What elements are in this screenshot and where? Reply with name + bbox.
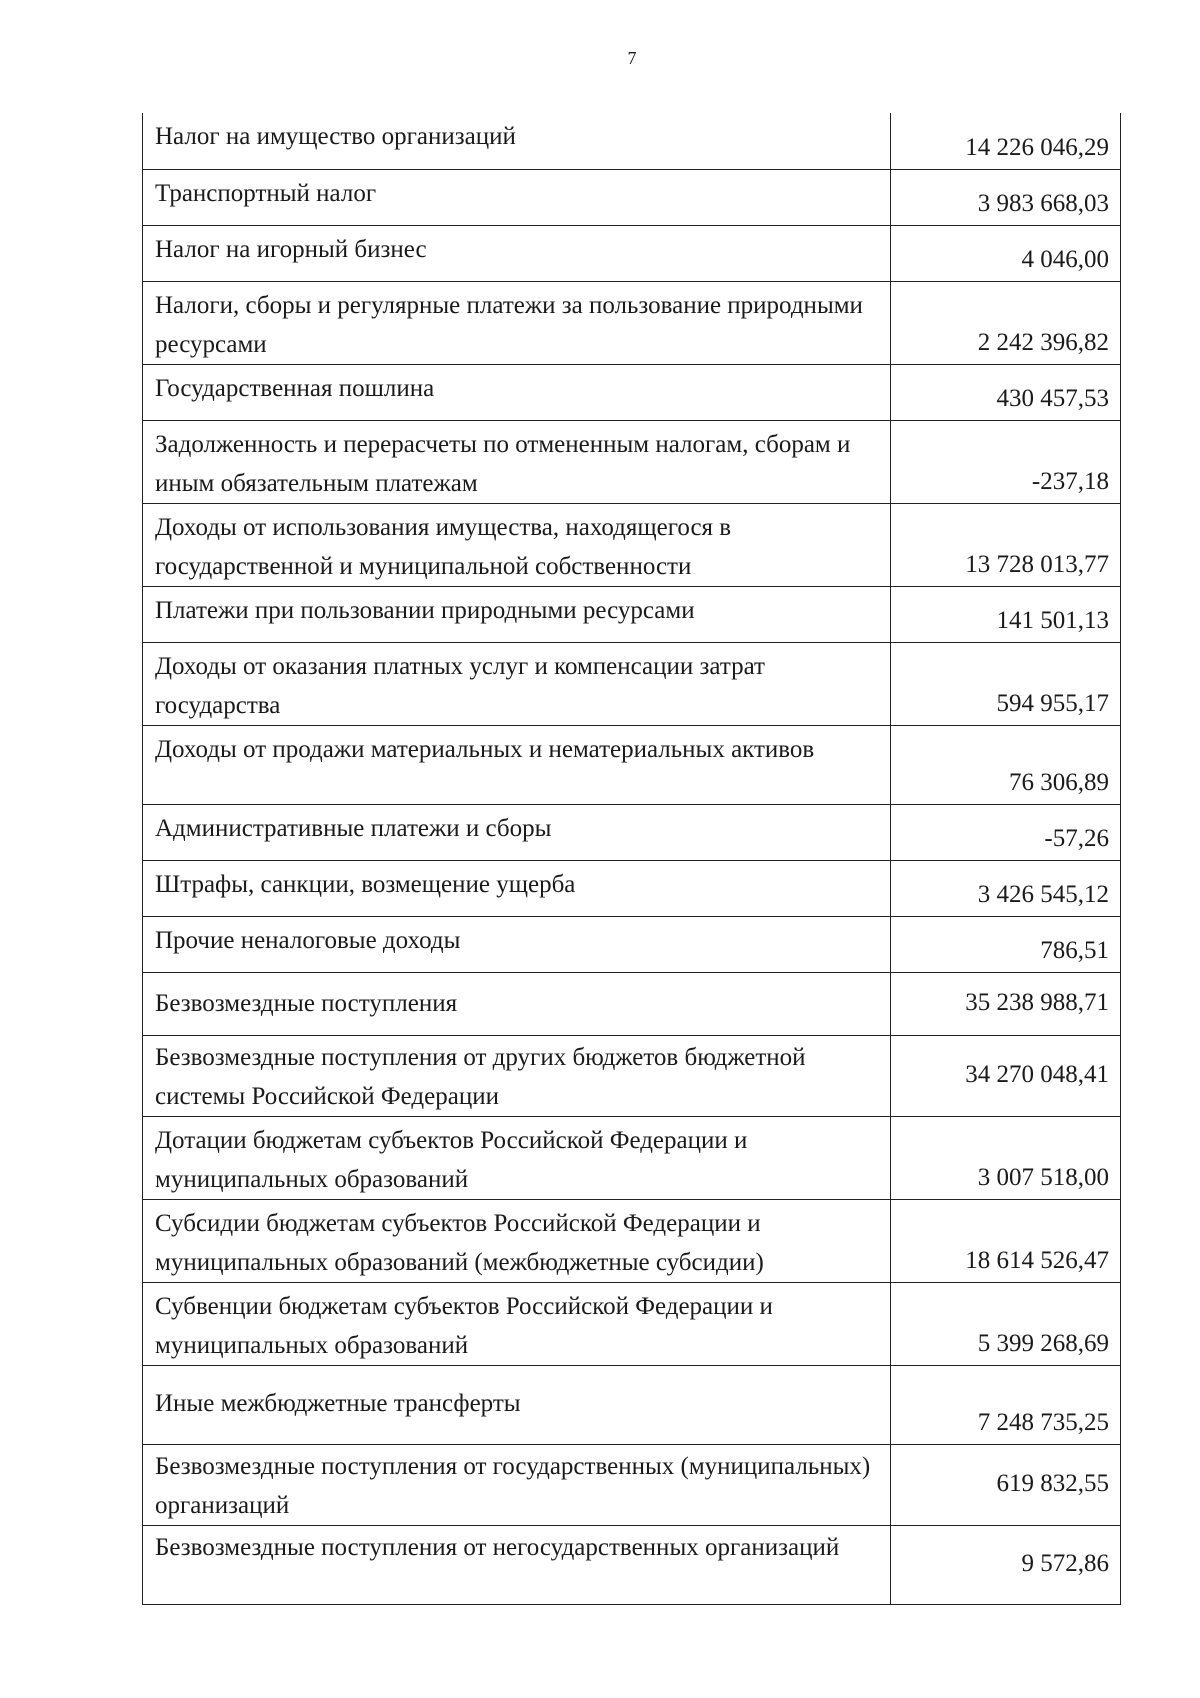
row-name: Доходы от оказания платных услуг и компенсации затрат государства [143,642,891,725]
row-value: 430 457,53 [996,384,1109,412]
table-row [143,725,1121,804]
row-value: 13 728 013,77 [965,550,1109,578]
row-name: Государственная пошлина [143,364,891,420]
table-row [143,642,1121,725]
row-name: Административные платежи и сборы [143,804,891,860]
row-name: Налог на игорный бизнес [143,225,891,281]
table-row [143,1282,1121,1365]
row-name: Налог на имущество организаций [143,113,891,169]
row-name: Субвенции бюджетам субъектов Российской Федерации и муниципальных образований [143,1282,891,1365]
table-row [143,503,1121,586]
row-value: 786,51 [1040,936,1109,964]
table-row [143,916,1121,972]
row-value: 9 572,86 [1021,1550,1109,1577]
row-value: 3 007 518,00 [977,1163,1109,1191]
table-row [143,586,1121,642]
row-value: -237,18 [1031,467,1109,495]
row-name: Безвозмездные поступления от государственных (муниципальных) организаций [143,1444,891,1525]
budget-revenue-table [142,113,1121,1605]
row-name: Доходы от продажи материальных и нематериальных активов [143,725,891,804]
row-value: 619 832,55 [996,1470,1109,1497]
row-name: Штрафы, санкции, возмещение ущерба [143,860,891,916]
row-name: Прочие неналоговые доходы [143,916,891,972]
table-row [143,804,1121,860]
table-row [143,860,1121,916]
table-row [143,1365,1121,1444]
row-name: Платежи при пользовании природными ресурсами [143,586,891,642]
row-name: Доходы от использования имущества, находящегося в государственной и муниципальной собственности [143,503,891,586]
row-value: 594 955,17 [996,689,1109,717]
row-name: Субсидии бюджетам субъектов Российской Федерации и муниципальных образований (межбюджетные субсидии) [143,1199,891,1282]
row-value: 14 226 046,29 [965,133,1109,161]
table-row [143,364,1121,420]
row-name: Безвозмездные поступления от других бюджетов бюджетной системы Российской Федерации [143,1035,891,1116]
row-value: -57,26 [1044,824,1109,852]
row-name: Иные межбюджетные трансферты [143,1365,891,1444]
row-value: 34 270 048,41 [965,1061,1109,1088]
row-value: 2 242 396,82 [977,328,1109,356]
table-row [143,113,1121,169]
table-row [143,420,1121,503]
row-name: Задолженность и перерасчеты по отмененным налогам, сборам и иным обязательным платежам [143,420,891,503]
row-value: 4 046,00 [1021,245,1109,273]
table-row [143,1199,1121,1282]
row-value: 3 983 668,03 [977,189,1109,217]
row-value: 141 501,13 [996,606,1109,634]
row-name: Безвозмездные поступления [143,972,891,1035]
table-row [143,1116,1121,1199]
table-row [143,1525,1121,1604]
table-row [143,281,1121,364]
row-value: 35 238 988,71 [965,989,1109,1016]
row-value: 18 614 526,47 [965,1246,1109,1274]
row-name: Транспортный налог [143,169,891,225]
table-row [143,225,1121,281]
row-value: 7 248 735,25 [977,1408,1109,1436]
table-row [143,1035,1121,1116]
row-name: Дотации бюджетам субъектов Российской Федерации и муниципальных образований [143,1116,891,1199]
row-name: Налоги, сборы и регулярные платежи за пользование природными ресурсами [143,281,891,364]
table-row [143,972,1121,1035]
row-value: 5 399 268,69 [977,1329,1109,1357]
table-row [143,1444,1121,1525]
row-value: 3 426 545,12 [977,880,1109,908]
row-value: 76 306,89 [1009,768,1109,796]
row-name: Безвозмездные поступления от негосударственных организаций [143,1525,891,1604]
page-number: 7 [627,48,637,68]
table-row [143,169,1121,225]
